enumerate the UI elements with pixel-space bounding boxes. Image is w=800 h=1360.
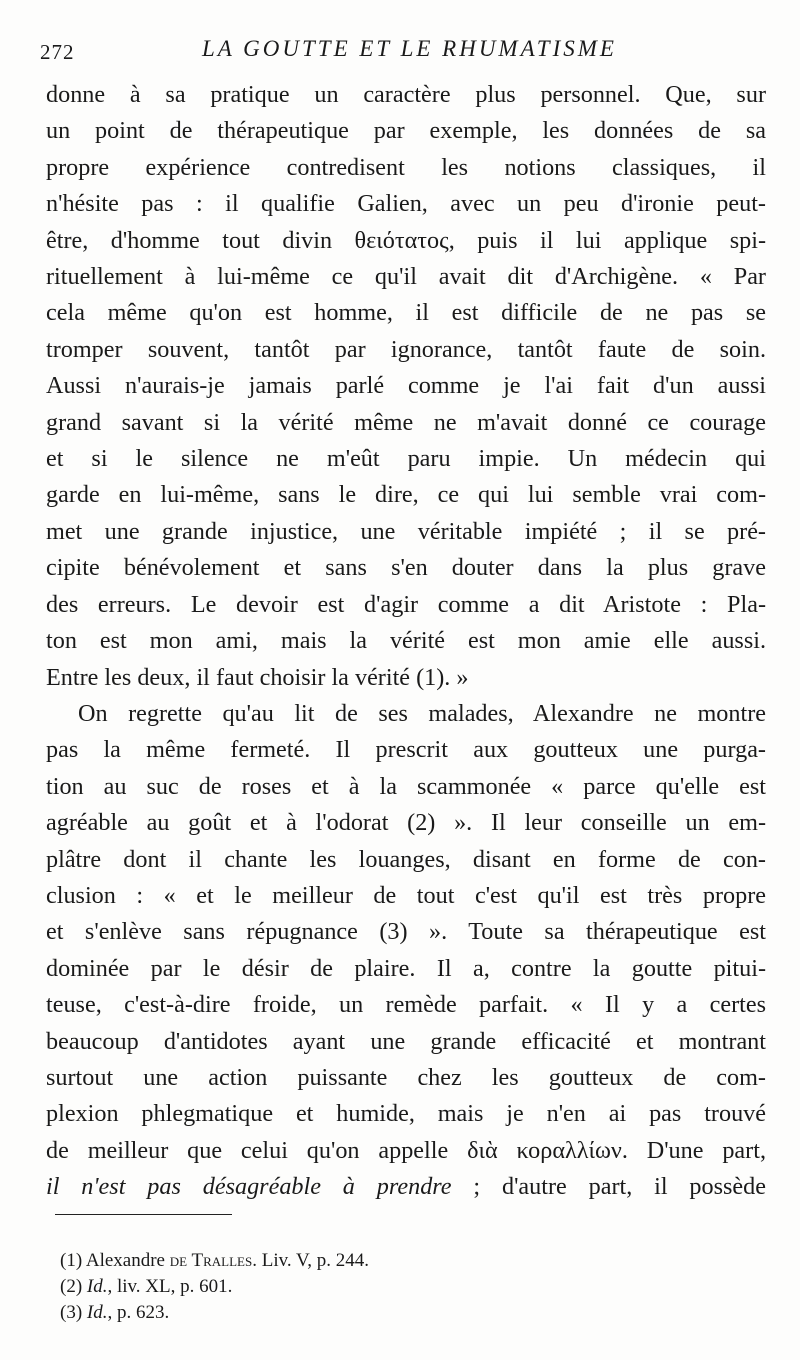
text-segment: ; d'autre part, il possède xyxy=(451,1173,766,1201)
footnote-reference: . Liv. V, p. 244. xyxy=(252,1250,370,1271)
footnote-reference: , p. 623. xyxy=(107,1302,170,1323)
text-line: rituellement à lui-même ce qu'il avait dit d'Archigène. « Par xyxy=(46,263,766,291)
text-line: plâtre dont il chante les louanges, disant en forme de con- xyxy=(46,845,766,873)
text-line: un point de thérapeutique par exemple, les données de sa xyxy=(46,117,766,145)
footnote-2 xyxy=(60,1274,560,1300)
text-line: dominée par le désir de plaire. Il a, contre la goutte pitui- xyxy=(46,954,766,982)
text-line: plexion phlegmatique et humide, mais je n'en ai pas trouvé xyxy=(46,1100,766,1128)
text-line: grand savant si la vérité même ne m'avait donné ce courage xyxy=(46,408,766,436)
text-line: cipite bénévolement et sans s'en douter dans la plus grave xyxy=(46,554,766,582)
page-number: 272 xyxy=(40,40,75,64)
text-line: tromper souvent, tantôt par ignorance, tantôt faute de soin. xyxy=(46,335,766,363)
text-line: être, d'homme tout divin θειότατος, puis il lui applique spi- xyxy=(46,226,766,254)
text-line: agréable au goût et à l'odorat (2) ». Il leur conseille un em- xyxy=(46,809,766,837)
running-title: LA GOUTTE ET LE RHUMATISME xyxy=(202,36,617,61)
text-line: garde en lui-même, sans le dire, ce qui lui semble vrai com- xyxy=(46,481,766,509)
footnote-ibid: Id. xyxy=(86,1302,108,1323)
page-header xyxy=(40,36,760,64)
footnote-prefix: Alexandre xyxy=(85,1250,170,1271)
text-line: des erreurs. Le devoir est d'agir comme a dit Aristote : Pla- xyxy=(46,590,766,618)
footnotes xyxy=(60,1248,560,1326)
text-line: donne à sa pratique un caractère plus personnel. Que, sur xyxy=(46,81,766,108)
text-line: propre expérience contredisent les notions classiques, il xyxy=(46,153,766,181)
text-line: Aussi n'aurais-je jamais parlé comme je l'ai fait d'un aussi xyxy=(46,372,766,400)
footnote-reference: , liv. XL, p. 601. xyxy=(107,1276,233,1297)
italic-segment: il n'est pas désagréable à prendre xyxy=(46,1173,452,1201)
text-line: cela même qu'on est homme, il est difficile de ne pas se xyxy=(46,299,766,327)
text-line: pas la même fermeté. Il prescrit aux goutteux une purga- xyxy=(46,736,766,764)
text-line: beaucoup d'antidotes ayant une grande efficacité et montrant xyxy=(46,1027,766,1055)
text-line: et s'enlève sans répugnance (3) ». Toute sa thérapeutique est xyxy=(46,918,766,946)
text-line-italic-start xyxy=(46,1169,766,1205)
footnote-ibid: Id. xyxy=(86,1276,108,1297)
body-text xyxy=(46,77,766,1206)
text-line: surtout une action puissante chez les goutteux de com- xyxy=(46,1063,766,1091)
footnote-1 xyxy=(60,1248,560,1274)
footnote-marker: (1) xyxy=(60,1250,83,1271)
text-line: clusion : « et le meilleur de tout c'est qu'il est très propre xyxy=(46,881,766,909)
paragraph-first-line: On regrette qu'au lit de ses malades, Alexandre ne montre xyxy=(78,699,766,727)
footnote-rule xyxy=(55,1214,232,1215)
footnote-marker: (2) xyxy=(60,1276,83,1297)
text-line: teuse, c'est-à-dire froide, un remède parfait. « Il y a certes xyxy=(46,991,766,1019)
text-line: Entre les deux, il faut choisir la vérité (1). » xyxy=(46,663,469,691)
footnote-3 xyxy=(60,1300,560,1326)
footnote-author: de Tralles xyxy=(169,1250,253,1271)
text-line: tion au suc de roses et à la scammonée « parce qu'elle est xyxy=(46,772,766,800)
text-line: met une grande injustice, une véritable impiété ; il se pré- xyxy=(46,517,766,545)
footnote-marker: (3) xyxy=(60,1302,83,1323)
text-line: ton est mon ami, mais la vérité est mon amie elle aussi. xyxy=(46,627,766,655)
text-line: de meilleur que celui qu'on appelle διὰ κοραλλίων. D'une part, xyxy=(46,1136,766,1164)
text-line: n'hésite pas : il qualifie Galien, avec un peu d'ironie peut- xyxy=(46,190,766,218)
text-line: et si le silence ne m'eût paru impie. Un médecin qui xyxy=(46,445,766,473)
